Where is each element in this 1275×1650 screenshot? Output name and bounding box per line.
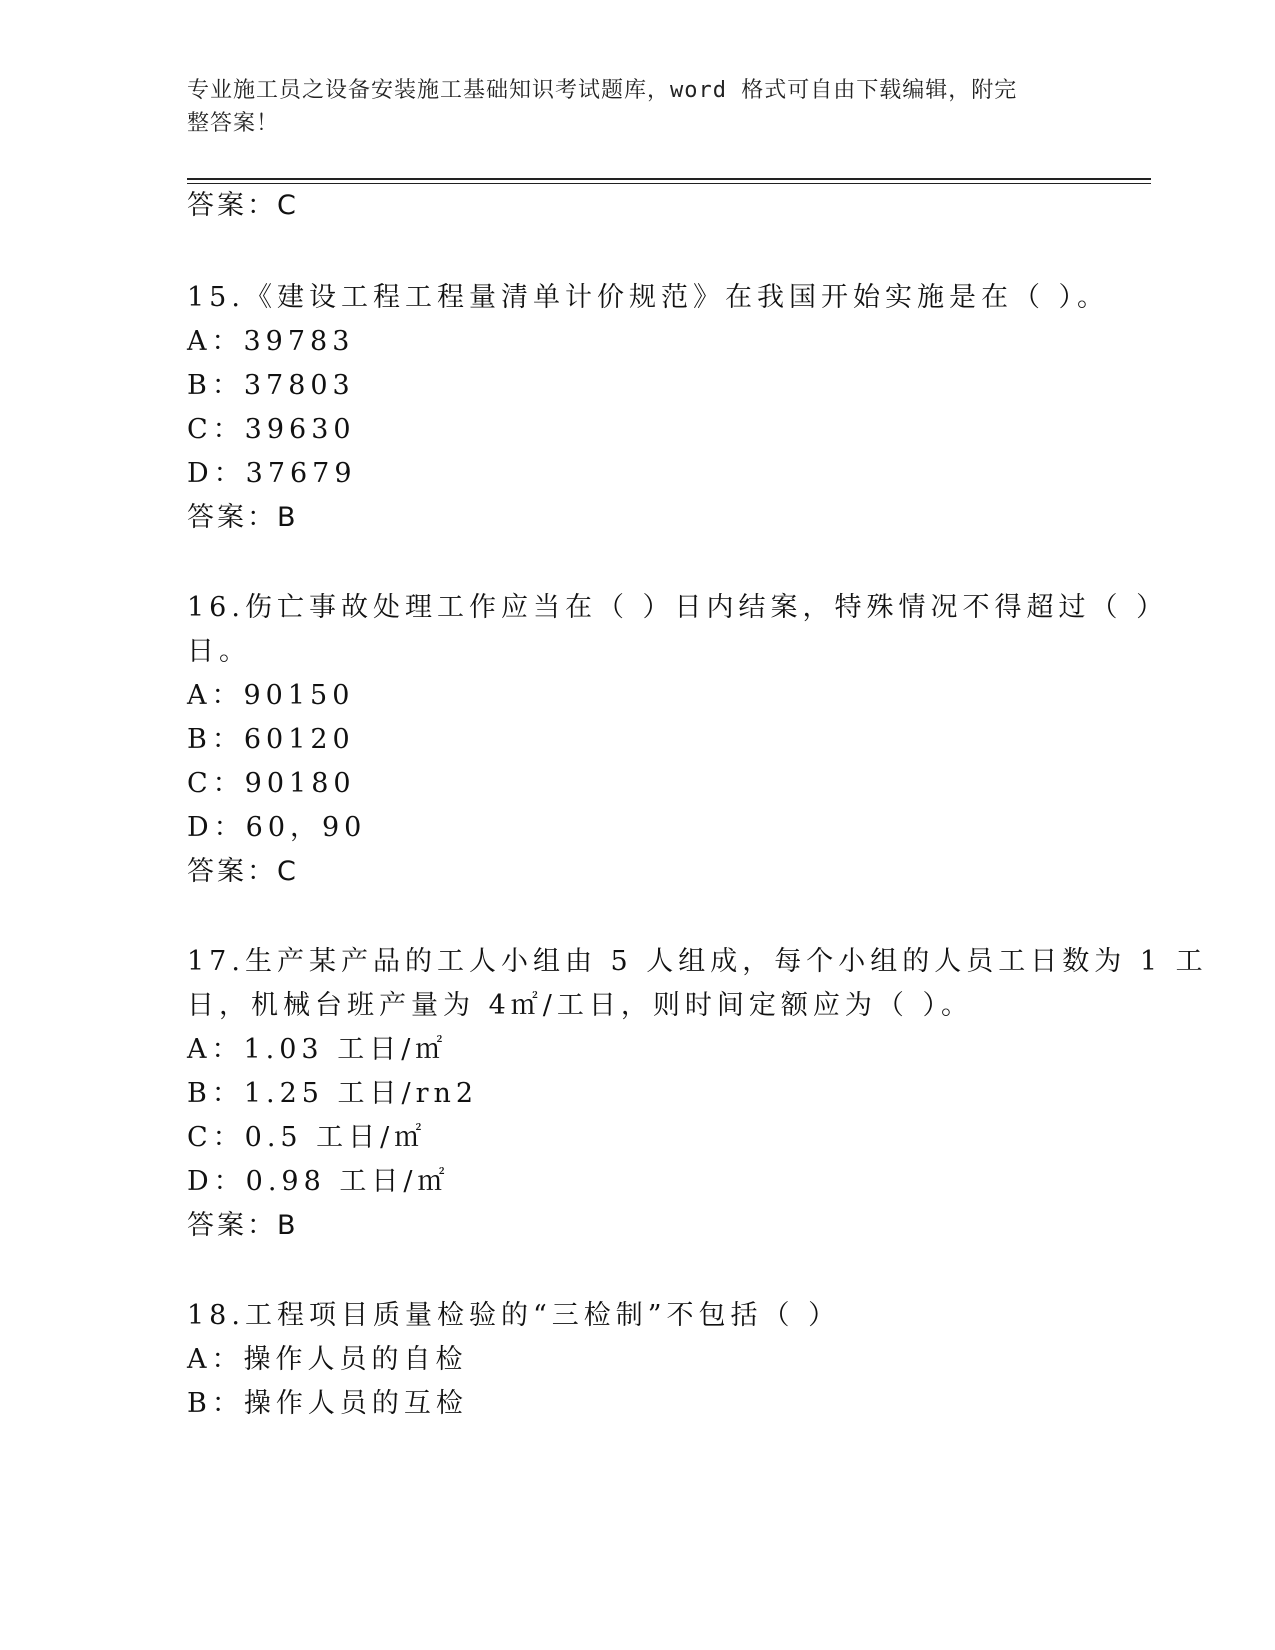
header-line-2: 整答案！: [187, 111, 280, 136]
question-15-option-c: C：39630: [187, 414, 356, 445]
answer-q15: 答案：B: [187, 502, 299, 533]
question-16-option-a: A：90150: [187, 680, 355, 711]
question-17-option-a: A：1.03 工日/㎡: [187, 1034, 448, 1065]
answer-q16: 答案：C: [187, 856, 299, 887]
document-header: [187, 74, 1067, 140]
question-15-stem: 15.《建设工程工程量清单计价规范》在我国开始实施是在（ ）。: [187, 282, 1110, 313]
question-16-option-d: D：60，90: [187, 812, 367, 843]
header-divider-thick: [187, 178, 1151, 180]
question-17-option-d: D：0.98 工日/㎡: [187, 1166, 450, 1197]
answer-q14: 答案：C: [187, 190, 299, 221]
question-18-stem: 18.工程项目质量检验的“三检制”不包括（ ）: [187, 1300, 841, 1331]
question-15-option-d: D：37679: [187, 458, 357, 489]
question-16-stem-line-2: 日。: [187, 636, 251, 667]
question-15-option-b: B：37803: [187, 370, 355, 401]
question-18-option-b: B：操作人员的互检: [187, 1388, 468, 1419]
question-16-option-c: C：90180: [187, 768, 356, 799]
question-16-stem-line-1: 16.伤亡事故处理工作应当在（ ）日内结案，特殊情况不得超过（ ）: [187, 592, 1169, 623]
question-17-option-b: B：1.25 工日/rn2: [187, 1078, 479, 1109]
question-18-option-a: A：操作人员的自检: [187, 1344, 468, 1375]
question-15-option-a: A：39783: [187, 326, 355, 357]
question-17-stem-line-2: 日，机械台班产量为 4㎡/工日，则时间定额应为（ ）。: [187, 990, 973, 1021]
header-divider-thin: [187, 183, 1151, 184]
answer-q17: 答案：B: [187, 1210, 299, 1241]
header-line-1: 专业施工员之设备安装施工基础知识考试题库，word 格式可自由下载编辑，附完: [187, 78, 1018, 103]
question-17-option-c: C：0.5 工日/㎡: [187, 1122, 427, 1153]
question-16-option-b: B：60120: [187, 724, 355, 755]
question-17-stem-line-1: 17.生产某产品的工人小组由 5 人组成，每个小组的人员工日数为 1 工: [187, 946, 1208, 977]
